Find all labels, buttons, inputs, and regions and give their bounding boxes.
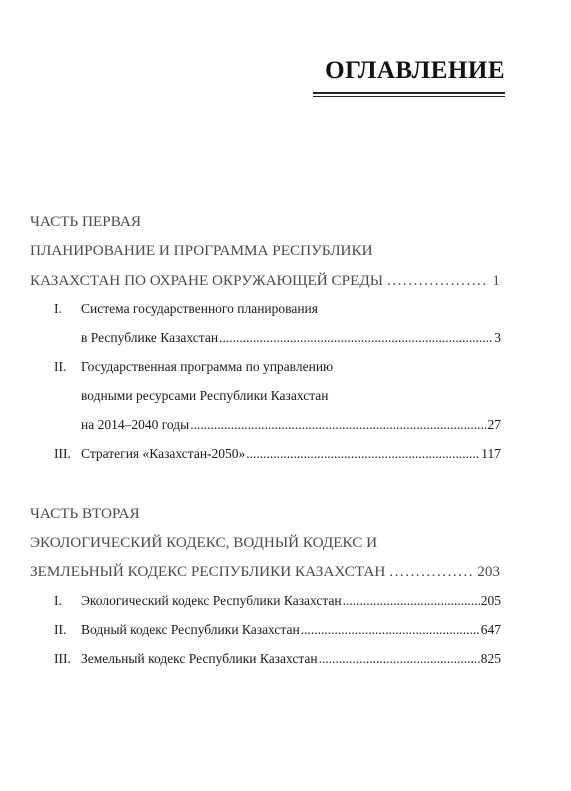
toc-entry-text: Экологический кодекс Республики Казахстан bbox=[81, 593, 342, 608]
toc-entry-text: в Республике Казахстан bbox=[81, 330, 219, 345]
toc-entry-1-2-line3[interactable] bbox=[81, 416, 501, 434]
part-2-heading-text: ЗЕМЛЕЬНЫЙ КОДЕКС РЕСПУБЛИКИ КАЗАХСТАН bbox=[30, 563, 386, 580]
title-double-rule bbox=[313, 92, 505, 97]
toc-entry-1-1-line1[interactable]: Система государственного планирования bbox=[81, 301, 318, 316]
part-1-page-number: 1 bbox=[492, 272, 500, 289]
dot-leader bbox=[387, 271, 488, 291]
part-1-heading-text: КАЗАХСТАН ПО ОХРАНЕ ОКРУЖАЮЩЕЙ СРЕДЫ bbox=[30, 272, 383, 289]
part-2-page-number: 203 bbox=[477, 563, 500, 580]
toc-entry-page-number: 205 bbox=[480, 593, 501, 608]
toc-entry-1-1-number: I. bbox=[54, 301, 62, 316]
toc-entry-1-2-number: II. bbox=[54, 359, 67, 374]
dot-leader bbox=[343, 592, 480, 610]
part-2-heading-line1: ЭКОЛОГИЧЕСКИЙ КОДЕКС, ВОДНЫЙ КОДЕКС И bbox=[30, 534, 378, 551]
toc-entry-text: Стратегия «Казахстан-2050» bbox=[81, 446, 246, 461]
dot-leader bbox=[389, 562, 473, 582]
toc-entry-1-2-line1[interactable]: Государственная программа по управлению bbox=[81, 359, 334, 374]
toc-entry-2-1-number: I. bbox=[54, 593, 62, 608]
part-2-heading-line2[interactable] bbox=[30, 562, 500, 582]
page-title: ОГЛАВЛЕНИЕ bbox=[325, 57, 505, 84]
toc-entry-page-number: 27 bbox=[487, 417, 501, 432]
toc-entry-page-number: 825 bbox=[480, 651, 501, 666]
toc-entry-text: Земельный кодекс Республики Казахстан bbox=[81, 651, 318, 666]
dot-leader bbox=[319, 650, 480, 668]
toc-entry-text: Водный кодекс Республики Казахстан bbox=[81, 622, 300, 637]
toc-entry-1-3-line1[interactable] bbox=[81, 445, 501, 463]
part-1-label: ЧАСТЬ ПЕРВАЯ bbox=[30, 213, 141, 230]
dot-leader bbox=[246, 445, 480, 463]
part-1-heading-line2[interactable] bbox=[30, 271, 500, 291]
toc-entry-2-3-number: III. bbox=[54, 651, 71, 666]
toc-entry-2-2-line1[interactable] bbox=[81, 621, 501, 639]
part-1-heading-line1: ПЛАНИРОВАНИЕ И ПРОГРАММА РЕСПУБЛИКИ bbox=[30, 242, 373, 259]
toc-entry-page-number: 647 bbox=[480, 622, 501, 637]
toc-entry-page-number: 3 bbox=[494, 330, 501, 345]
dot-leader bbox=[219, 329, 493, 347]
dot-leader bbox=[190, 416, 486, 434]
part-2-label: ЧАСТЬ ВТОРАЯ bbox=[30, 505, 140, 522]
dot-leader bbox=[301, 621, 480, 639]
toc-entry-2-1-line1[interactable] bbox=[81, 592, 501, 610]
toc-entry-page-number: 117 bbox=[481, 446, 501, 461]
toc-entry-text: на 2014–2040 годы bbox=[81, 417, 190, 432]
toc-entry-1-3-number: III. bbox=[54, 446, 71, 461]
toc-entry-2-2-number: II. bbox=[54, 622, 67, 637]
toc-entry-2-3-line1[interactable] bbox=[81, 650, 501, 668]
toc-entry-1-2-line2[interactable]: водными ресурсами Республики Казахстан bbox=[81, 388, 329, 403]
toc-entry-1-1-line2[interactable] bbox=[81, 329, 501, 347]
